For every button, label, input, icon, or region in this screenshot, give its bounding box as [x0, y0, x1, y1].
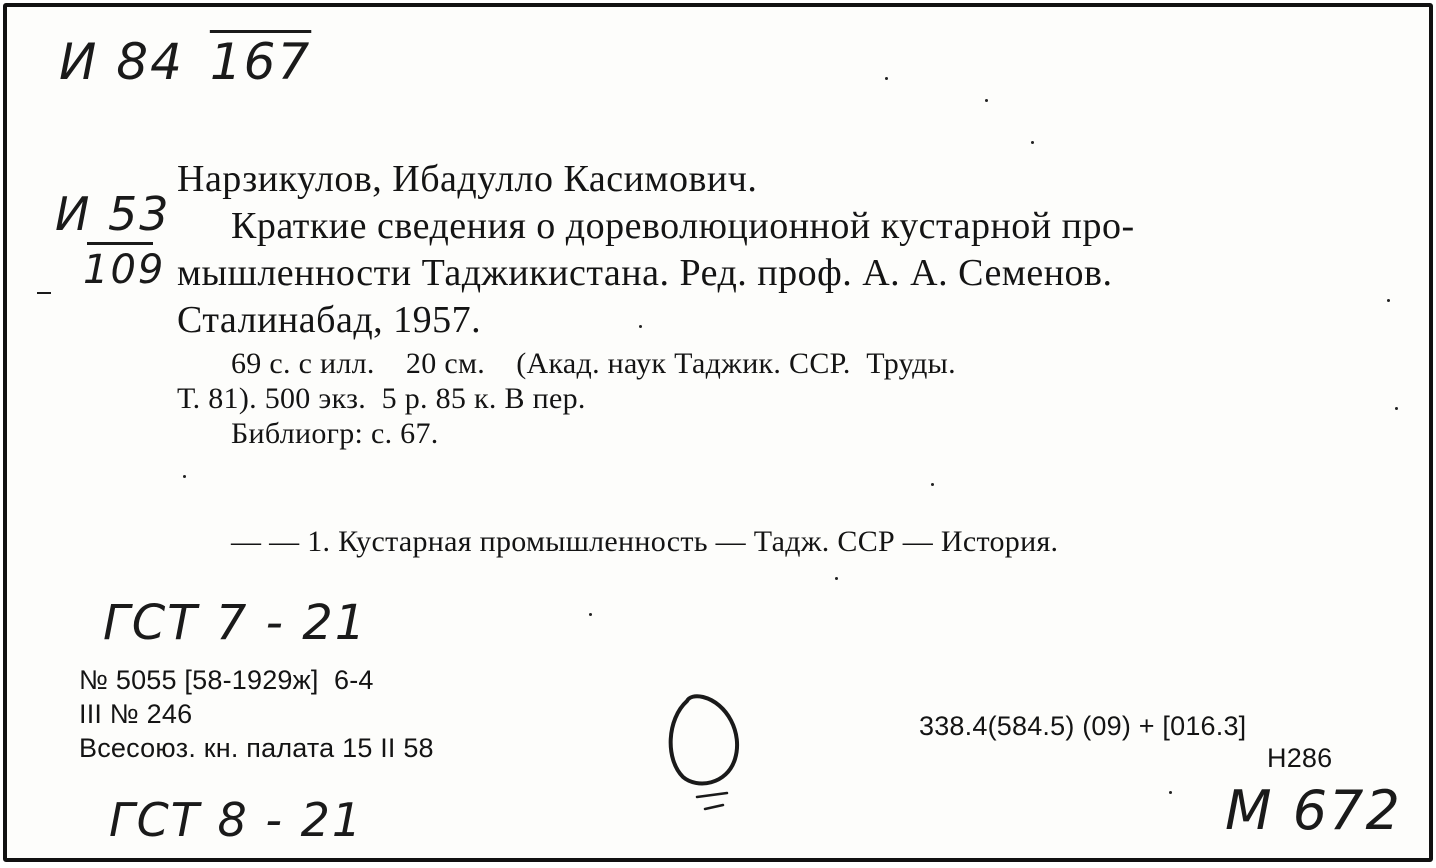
entry-author: Нарзикулов, Ибадулло Касимович. [177, 158, 758, 200]
scan-speck [183, 475, 186, 478]
handwritten-code-top [59, 33, 311, 91]
classification-udc: 338.4(584.5) (09) + [016.3] [919, 711, 1247, 741]
handwritten-fraction-line [87, 242, 153, 245]
handwritten-dash [37, 292, 51, 294]
registry-line3: Всесоюз. кн. палата 15 II 58 [79, 733, 434, 763]
handwritten-code-top-text: И 84 [59, 33, 184, 91]
handwritten-code-left-fraction: 109 [83, 247, 166, 293]
handwritten-mark-bottom-right: М 672 [1225, 779, 1402, 842]
scan-speck [885, 77, 888, 80]
registry-line1: № 5055 [58-1929ж] 6-4 [79, 665, 374, 695]
classification-author-mark: Н286 [1267, 743, 1333, 773]
catalog-card [3, 3, 1433, 862]
scan-speck [985, 99, 988, 102]
entry-subject: — — 1. Кустарная промышленность — Тадж. ССР — История. [231, 525, 1059, 558]
registry-line2: III № 246 [79, 699, 193, 729]
handwritten-code-top-fraction: 167 [209, 33, 312, 91]
scan-speck [835, 577, 838, 580]
hand-drawn-circle-mark [657, 689, 757, 819]
entry-collation-line2: Т. 81). 500 экз. 5 р. 85 к. В пер. [177, 382, 586, 415]
entry-title-line1: Краткие сведения о дореволюционной кустарной про- [231, 205, 1135, 247]
handwritten-gst-bottom: ГСТ 8 - 21 [109, 793, 364, 847]
scan-speck [1031, 141, 1034, 144]
scan-speck [1387, 299, 1390, 302]
scan-speck [639, 325, 642, 328]
entry-bibliography: Библиогр: с. 67. [231, 417, 439, 450]
entry-title-line2: мышленности Таджикистана. Ред. проф. А. А. Семенов. [177, 252, 1113, 294]
handwritten-code-left-text: И 53 [55, 187, 171, 241]
entry-imprint: Сталинабад, 1957. [177, 299, 482, 341]
scan-speck [1395, 407, 1398, 410]
handwritten-code-left [55, 187, 171, 241]
scan-speck [589, 613, 592, 616]
scan-speck [1169, 791, 1172, 794]
entry-collation-line1: 69 с. с илл. 20 см. (Акад. наук Таджик. ССР. Труды. [231, 347, 956, 380]
handwritten-gst-top: ГСТ 7 - 21 [103, 595, 368, 651]
scan-speck [931, 483, 934, 486]
